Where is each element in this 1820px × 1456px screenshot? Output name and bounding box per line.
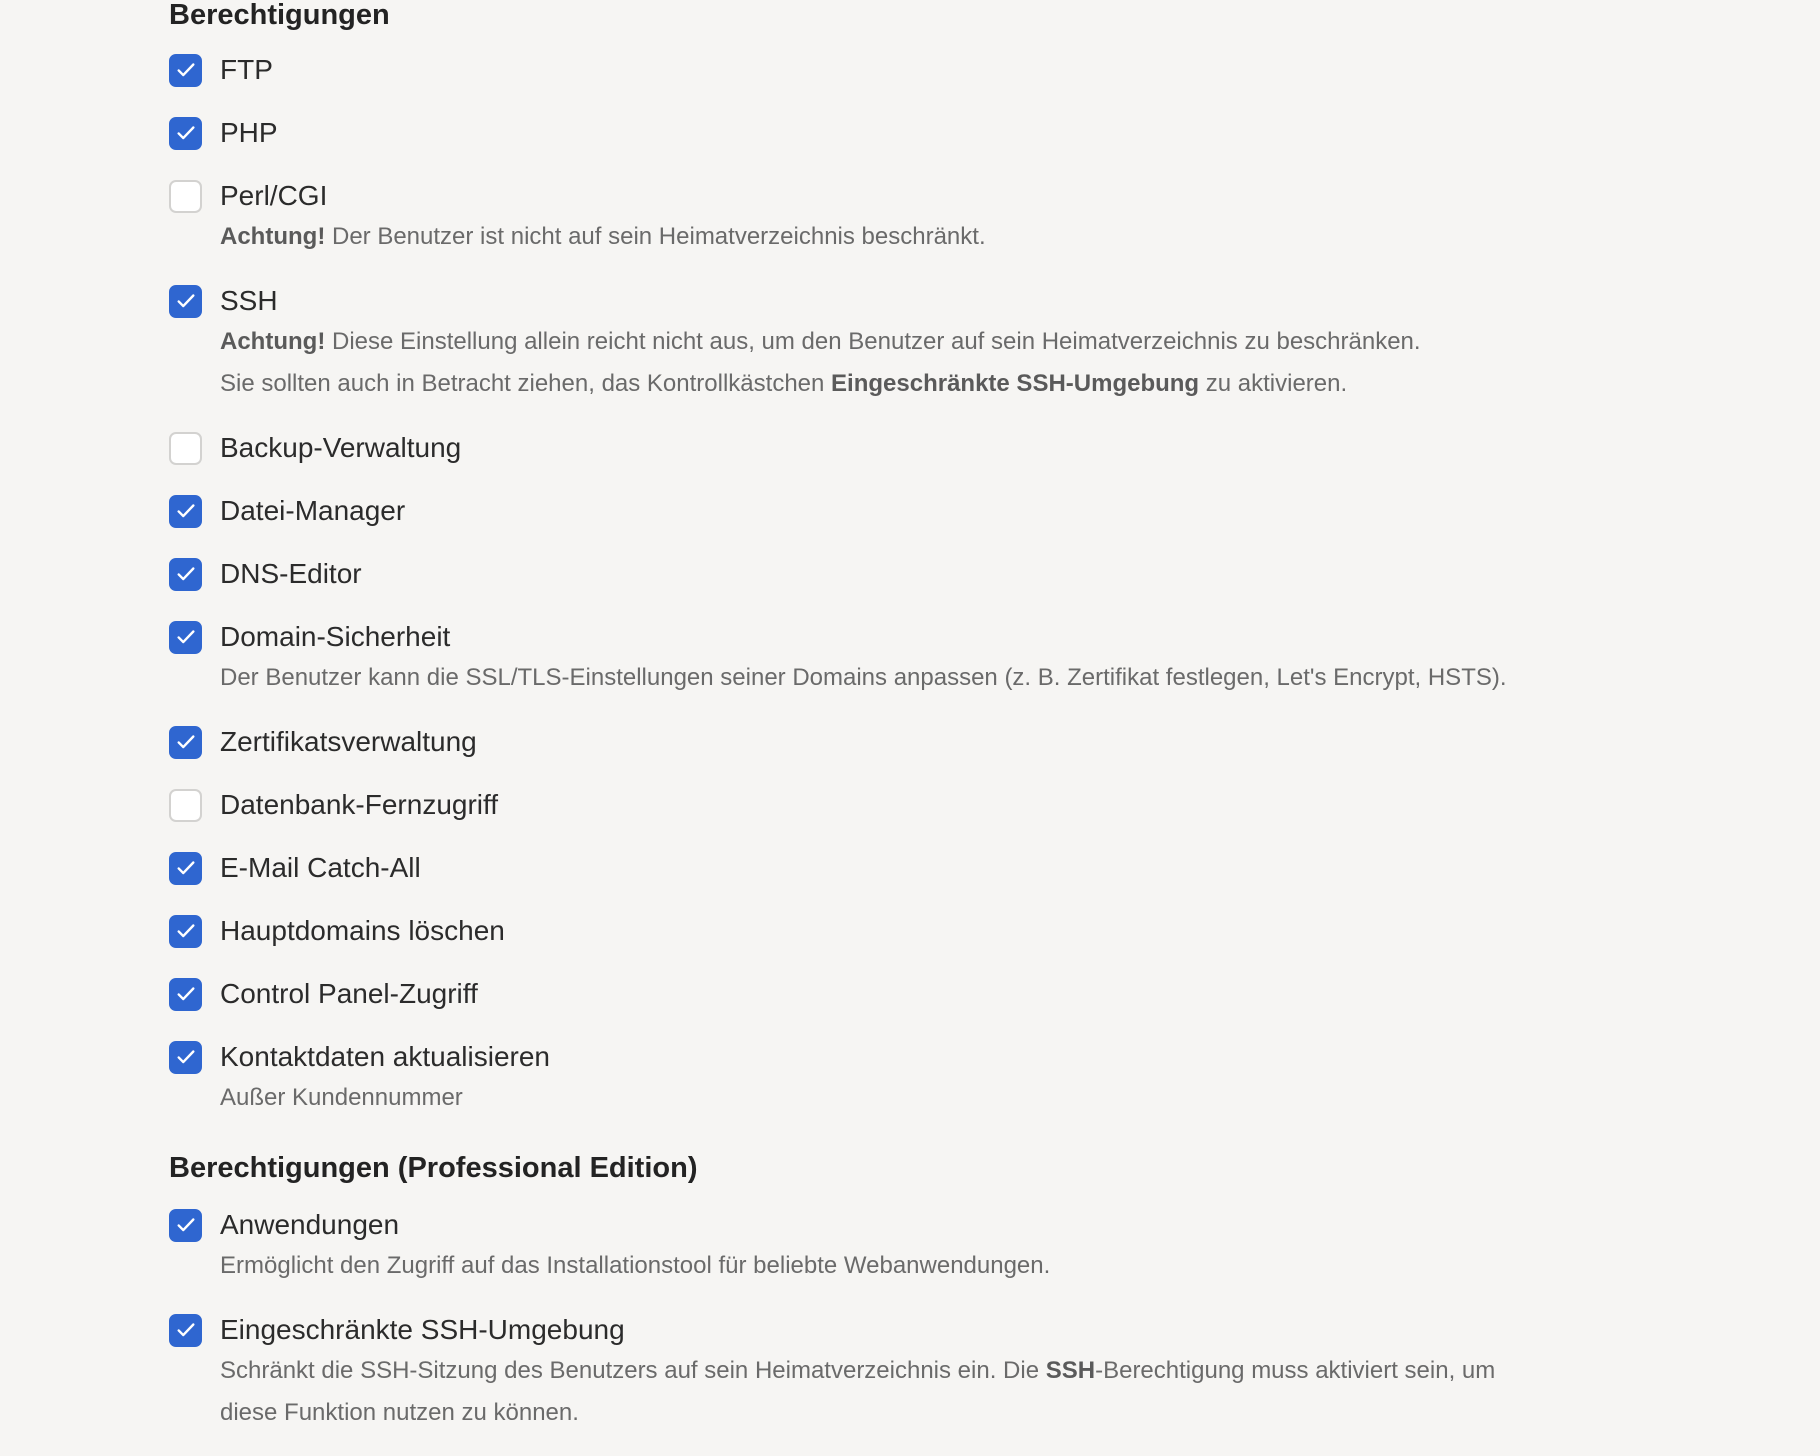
permission-ftp	[169, 50, 273, 90]
permission-note: Ermöglicht den Zugriff auf das Installationstool für beliebte Webanwendungen.	[220, 1252, 1051, 1279]
permission-php	[169, 113, 278, 153]
permission-label: DNS-Editor	[220, 558, 362, 589]
permission-backup	[169, 428, 461, 468]
warning-strong: Achtung!	[220, 223, 326, 250]
permission-label: Datei-Manager	[220, 495, 406, 526]
checkbox-applications[interactable]	[169, 1209, 202, 1242]
permission-note-2: diese Funktion nutzen zu können.	[220, 1399, 579, 1426]
permission-note-2	[220, 363, 1421, 405]
permission-note	[220, 321, 1421, 363]
checkmark-icon	[175, 857, 197, 879]
checkbox-remote-db[interactable]	[169, 789, 202, 822]
permission-dns-editor	[169, 554, 362, 594]
permission-control-panel	[169, 974, 478, 1014]
checkmark-icon	[175, 983, 197, 1005]
permission-domain-security	[169, 617, 1507, 699]
checkbox-perl-cgi[interactable]	[169, 180, 202, 213]
permission-label: Anwendungen	[220, 1209, 400, 1240]
permission-delete-domains	[169, 911, 505, 951]
checkbox-delete-domains[interactable]	[169, 915, 202, 948]
permission-file-manager	[169, 491, 405, 531]
checkbox-ssh[interactable]	[169, 285, 202, 318]
permission-note	[220, 1350, 1495, 1392]
permission-note	[220, 216, 986, 258]
permission-label: E-Mail Catch-All	[220, 852, 421, 883]
permission-label: Kontaktdaten aktualisieren	[220, 1041, 550, 1072]
checkbox-domain-security[interactable]	[169, 621, 202, 654]
warning-strong: Achtung!	[220, 328, 326, 355]
checkbox-restricted-ssh[interactable]	[169, 1314, 202, 1347]
permission-label: Zertifikatsverwaltung	[220, 726, 477, 757]
permission-perl-cgi	[169, 176, 986, 258]
note-text: zu aktivieren.	[1199, 370, 1348, 397]
permission-label: PHP	[220, 117, 278, 148]
checkbox-ftp[interactable]	[169, 54, 202, 87]
checkmark-icon	[175, 920, 197, 942]
checkbox-certificates[interactable]	[169, 726, 202, 759]
permission-note: Der Benutzer kann die SSL/TLS-Einstellungen seiner Domains anpassen (z. B. Zertifikat festlegen, Let's Encrypt, HSTS).	[220, 664, 1507, 691]
checkbox-dns-editor[interactable]	[169, 558, 202, 591]
note-text: Diese Einstellung allein reicht nicht aus, um den Benutzer auf sein Heimatverzeichnis zu beschränken.	[325, 328, 1421, 355]
permission-label: Datenbank-Fernzugriff	[220, 789, 499, 820]
permission-label: SSH	[220, 285, 278, 316]
checkbox-php[interactable]	[169, 117, 202, 150]
note-text: Sie sollten auch in Betracht ziehen, das Kontrollkästchen	[220, 370, 832, 397]
note-text: -Berechtigung muss aktiviert sein, um	[1095, 1357, 1496, 1384]
checkmark-icon	[175, 563, 197, 585]
permission-label: Control Panel-Zugriff	[220, 978, 478, 1009]
permission-label: Hauptdomains löschen	[220, 915, 505, 946]
checkbox-control-panel[interactable]	[169, 978, 202, 1011]
checkmark-icon	[175, 731, 197, 753]
permission-label: Backup-Verwaltung	[220, 432, 462, 463]
permission-contact-info	[169, 1037, 550, 1119]
permission-catch-all	[169, 848, 421, 888]
note-strong: Eingeschränkte SSH-Umgebung	[831, 370, 1200, 397]
permission-applications	[169, 1205, 1050, 1287]
checkbox-backup[interactable]	[169, 432, 202, 465]
checkmark-icon	[175, 122, 197, 144]
checkmark-icon	[175, 1214, 197, 1236]
permission-restricted-ssh	[169, 1310, 1495, 1434]
checkmark-icon	[175, 626, 197, 648]
checkbox-contact-info[interactable]	[169, 1041, 202, 1074]
checkmark-icon	[175, 1046, 197, 1068]
permission-ssh	[169, 281, 1421, 405]
checkmark-icon	[175, 1319, 197, 1341]
note-text: Schränkt die SSH-Sitzung des Benutzers auf sein Heimatverzeichnis ein. Die	[220, 1357, 1046, 1384]
permission-certificates	[169, 722, 477, 762]
permission-note: Außer Kundennummer	[220, 1084, 463, 1111]
permission-remote-db	[169, 785, 498, 825]
checkmark-icon	[175, 500, 197, 522]
checkbox-file-manager[interactable]	[169, 495, 202, 528]
note-strong: SSH	[1045, 1357, 1096, 1384]
checkmark-icon	[175, 290, 197, 312]
section-title-permissions: Berechtigungen	[169, 0, 390, 31]
note-text: Der Benutzer ist nicht auf sein Heimatverzeichnis beschränkt.	[325, 223, 986, 250]
permission-label: Perl/CGI	[220, 180, 328, 211]
permission-label: Eingeschränkte SSH-Umgebung	[220, 1314, 625, 1345]
permission-label: FTP	[220, 54, 273, 85]
section-title-professional: Berechtigungen (Professional Edition)	[169, 1152, 698, 1184]
checkmark-icon	[175, 59, 197, 81]
permission-label: Domain-Sicherheit	[220, 621, 451, 652]
checkbox-catch-all[interactable]	[169, 852, 202, 885]
